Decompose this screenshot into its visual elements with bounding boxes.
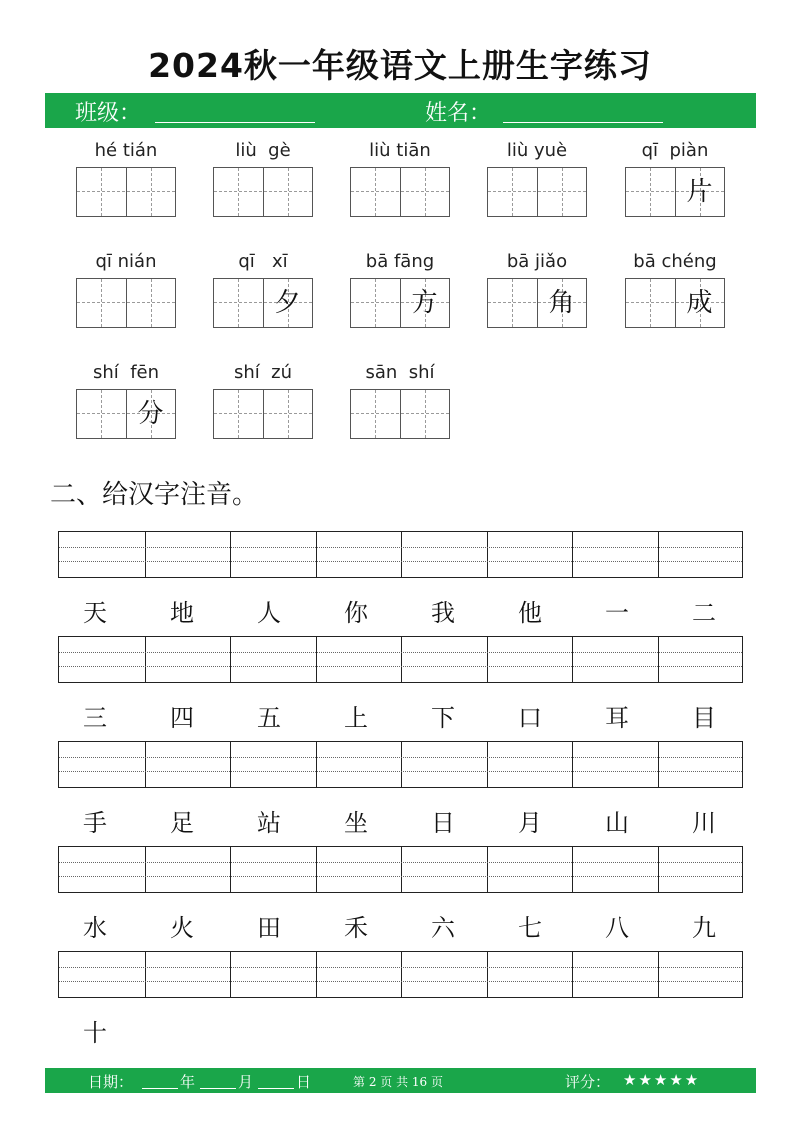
page-title: 2024秋一年级语文上册生字练习 xyxy=(148,46,652,85)
hanzi-character: 手 xyxy=(83,809,107,837)
pinyin-text: bā jiǎo xyxy=(506,251,568,272)
pinyin-text: qī nián xyxy=(95,251,157,272)
hanzi-character: 七 xyxy=(518,914,542,942)
tianzi-box[interactable] xyxy=(76,389,176,439)
hanzi-character: 水 xyxy=(83,914,107,942)
section2-title: 二、给汉字注音。 xyxy=(50,480,259,510)
tianzi-box[interactable] xyxy=(487,167,587,217)
hanzi-character: 耳 xyxy=(605,704,629,732)
pinyin-writing-grid[interactable] xyxy=(58,636,743,683)
hanzi-character: 五 xyxy=(257,704,281,732)
pinyin-writing-grid[interactable] xyxy=(58,741,743,788)
sample-character: 方 xyxy=(411,288,438,318)
hanzi-character: 火 xyxy=(170,914,194,942)
tianzi-box[interactable] xyxy=(76,278,176,328)
pinyin-text: qī piàn xyxy=(641,140,709,161)
date-label: 日期： xyxy=(88,1073,134,1091)
hanzi-character: 坐 xyxy=(344,809,368,837)
month-label: 月 xyxy=(238,1073,254,1091)
tianzi-box[interactable] xyxy=(625,167,725,217)
hanzi-character: 六 xyxy=(431,914,455,942)
sample-character: 片 xyxy=(686,177,713,207)
hanzi-character: 足 xyxy=(170,809,194,837)
hanzi-character: 目 xyxy=(692,704,716,732)
pinyin-text: shí fēn xyxy=(92,362,160,383)
hanzi-character: 下 xyxy=(431,704,455,732)
hanzi-character: 三 xyxy=(83,704,107,732)
pinyin-writing-grid[interactable] xyxy=(58,846,743,893)
hanzi-character: 月 xyxy=(518,809,542,837)
hanzi-character: 人 xyxy=(257,599,281,627)
score-label: 评分： xyxy=(565,1073,611,1091)
hanzi-character: 禾 xyxy=(344,914,368,942)
day-field[interactable] xyxy=(258,1088,294,1089)
tianzi-box[interactable] xyxy=(350,278,450,328)
class-label: 班级： xyxy=(75,101,142,126)
month-field[interactable] xyxy=(200,1088,236,1089)
pinyin-writing-grid[interactable] xyxy=(58,951,743,998)
hanzi-character: 天 xyxy=(83,599,107,627)
pinyin-text: qī xī xyxy=(238,251,288,272)
sample-character: 成 xyxy=(686,288,713,318)
tianzi-box[interactable] xyxy=(213,278,313,328)
sample-character: 角 xyxy=(548,288,575,318)
tianzi-box[interactable] xyxy=(76,167,176,217)
hanzi-character: 一 xyxy=(605,599,629,627)
tianzi-box[interactable] xyxy=(213,389,313,439)
page-info: 第 2 页 共 16 页 xyxy=(353,1075,443,1089)
tianzi-box[interactable] xyxy=(213,167,313,217)
day-label: 日 xyxy=(296,1073,312,1091)
pinyin-text: hé tián xyxy=(94,140,158,161)
year-field[interactable] xyxy=(142,1088,178,1089)
hanzi-character: 地 xyxy=(170,599,194,627)
sample-character: 夕 xyxy=(274,288,301,318)
tianzi-box[interactable] xyxy=(625,278,725,328)
pinyin-text: liù tiān xyxy=(369,140,431,161)
hanzi-character: 站 xyxy=(257,809,281,837)
tianzi-box[interactable] xyxy=(350,389,450,439)
sample-character: 分 xyxy=(137,399,164,429)
footer-bar xyxy=(45,1068,756,1093)
hanzi-character: 山 xyxy=(605,809,629,837)
score-stars: ★★★★★ xyxy=(623,1071,701,1089)
pinyin-text: liù gè xyxy=(235,140,291,161)
pinyin-text: bā chéng xyxy=(633,251,717,272)
hanzi-character: 十 xyxy=(83,1019,107,1047)
hanzi-character: 川 xyxy=(692,809,716,837)
pinyin-text: sān shí xyxy=(365,362,435,383)
hanzi-character: 二 xyxy=(692,599,716,627)
hanzi-character: 你 xyxy=(344,599,368,627)
name-field[interactable] xyxy=(503,122,663,123)
hanzi-character: 他 xyxy=(518,599,542,627)
tianzi-box[interactable] xyxy=(487,278,587,328)
hanzi-character: 田 xyxy=(257,914,281,942)
hanzi-character: 上 xyxy=(344,704,368,732)
hanzi-character: 八 xyxy=(605,914,629,942)
class-field[interactable] xyxy=(155,122,315,123)
pinyin-text: liù yuè xyxy=(506,140,568,161)
hanzi-character: 日 xyxy=(431,809,455,837)
pinyin-text: bā fāng xyxy=(365,251,435,272)
tianzi-box[interactable] xyxy=(350,167,450,217)
hanzi-character: 九 xyxy=(692,914,716,942)
hanzi-character: 口 xyxy=(518,704,542,732)
hanzi-character: 四 xyxy=(170,704,194,732)
header-bar xyxy=(45,93,756,128)
year-label: 年 xyxy=(180,1073,196,1091)
name-label: 姓名： xyxy=(425,101,492,126)
pinyin-text: shí zú xyxy=(233,362,293,383)
pinyin-writing-grid[interactable] xyxy=(58,531,743,578)
hanzi-character: 我 xyxy=(431,599,455,627)
